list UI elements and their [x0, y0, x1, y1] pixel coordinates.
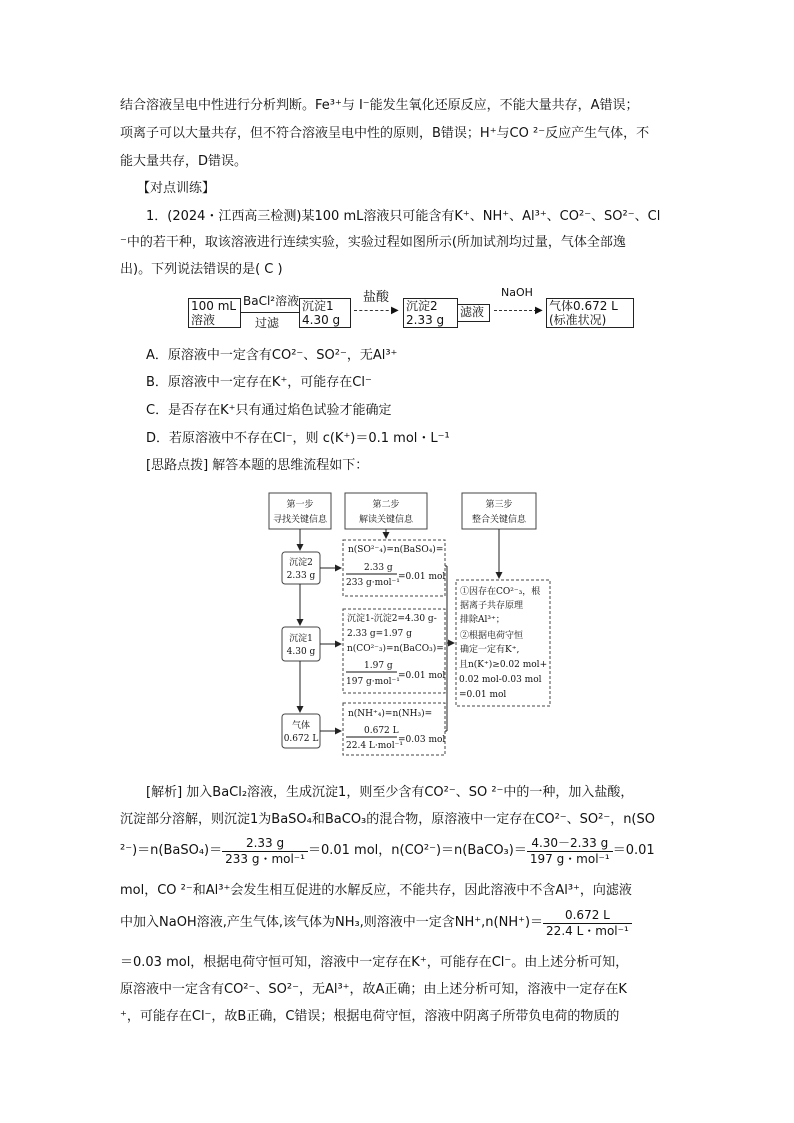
fraction-numerator: 0.672 L: [543, 908, 632, 924]
ppt1-label: 沉淀1: [289, 634, 313, 644]
ppt2-value: 2.33 g: [286, 571, 316, 581]
reagent-label: NaOH: [501, 286, 533, 299]
flow-box-ppt2: [403, 298, 458, 328]
analysis-line: ⁺，可能存在Cl⁻，故B正确，C错误；根据电荷守恒，溶液中阴离子所带负电荷的物质的: [120, 1009, 620, 1024]
step2-title: 第二步: [372, 500, 400, 510]
flow-text: 2.33 g: [406, 313, 445, 327]
text-line: 项离子可以大量共存，但不符合溶液呈电中性的原则，B错误；H⁺与CO ²⁻反应产生气体，不: [120, 126, 650, 141]
question-line: 1．(2024・江西高三检测)某100 mL溶液只可能含有K⁺、NH⁺、Al³⁺、CO²⁻、SO²⁻、Cl: [146, 209, 661, 224]
detail-text: 0.02 mol-0.03 mol: [459, 675, 542, 685]
detail-text: 1.97 g: [364, 661, 393, 671]
option-a: A．原溶液中一定含有CO²⁻、SO²⁻，无Al³⁺: [146, 348, 398, 363]
detail-text: =0.01 mol: [398, 671, 446, 681]
flow-arrow: [494, 310, 537, 311]
flow-text: 气体0.672 L: [549, 299, 618, 313]
flow-text: 溶液: [191, 313, 216, 327]
thinking-flow-diagram: [240, 488, 560, 760]
detail-text: n(SO²⁻₄)=n(BaSO₄)=: [348, 545, 444, 555]
step2-sub: 解读关键信息: [358, 515, 414, 525]
flow-arrow: [354, 310, 394, 311]
analysis-line: [解析] 加入BaCl₂溶液，生成沉淀1，则至少含有CO²⁻、SO ²⁻中的一种，加入盐酸，: [146, 785, 634, 800]
fraction: [527, 836, 613, 867]
gas-label: 气体: [291, 721, 311, 731]
flow-arrow: [241, 312, 299, 313]
step1-sub: 寻找关键信息: [272, 515, 328, 525]
fraction: [222, 836, 308, 867]
step1-title: 第一步: [286, 500, 314, 510]
detail-text: =0.01 mol: [398, 572, 446, 582]
detail-text: =0.03 mol: [398, 735, 446, 745]
flow-text: 滤液: [460, 305, 485, 319]
question-line: ⁻中的若干种，取该溶液进行连续实验，实验过程如图所示(所加试剂均过量，气体全部逸: [120, 235, 626, 250]
detail-text: n(CO²⁻₃)=n(BaCO₃)=: [347, 644, 444, 654]
ppt2-label: 沉淀2: [289, 558, 313, 568]
flow-text: 4.30 g: [302, 313, 341, 327]
text-line: 能大量共存，D错误。: [120, 154, 248, 169]
analysis-line: mol，CO ²⁻和Al³⁺会发生相互促进的水解反应，不能共存，因此溶液中不含Al³⁺，向滤液: [120, 883, 632, 898]
step-label: 过滤: [255, 316, 280, 330]
conclusion-box: [456, 580, 550, 706]
flow-text: 沉淀1: [302, 299, 334, 313]
fraction-denominator: 22.4 L・mol⁻¹: [546, 923, 629, 938]
detail-text: 确定一定有K⁺,: [460, 645, 520, 655]
flow-box-ppt1: [299, 298, 351, 328]
text-line: 结合溶液呈电中性进行分析判断。Fe³⁺与 I⁻能发生氧化还原反应，不能大量共存，A错误；: [120, 98, 639, 113]
analysis-text: 中加入NaOH溶液,产生气体,该气体为NH₃,则溶液中一定含NH⁺,n(NH⁺)＝: [120, 915, 544, 930]
detail-text: 0.672 L: [364, 726, 399, 736]
gas-value: 0.672 L: [283, 734, 319, 744]
detail-text: 据离子共存原理: [460, 601, 524, 611]
step3-sub: 整合关键信息: [471, 515, 527, 525]
section-heading: 【对点训练】: [137, 181, 216, 196]
fraction-denominator: 233 g・mol⁻¹: [225, 851, 305, 866]
analysis-line: 原溶液中一定含有CO²⁻、SO²⁻，无Al³⁺，故A正确；由上述分析可知，溶液中一定存在K: [120, 982, 627, 997]
ppt1-value: 4.30 g: [286, 647, 316, 657]
flow-text: 沉淀2: [406, 299, 438, 313]
flow-text: 100 mL: [191, 299, 237, 313]
fraction-numerator: 2.33 g: [222, 836, 308, 852]
fraction-numerator: 4.30－2.33 g: [527, 836, 613, 852]
option-c: C．是否存在K⁺只有通过焰色试验才能确定: [146, 403, 392, 418]
reagent-label: BaCl²溶液: [243, 294, 300, 308]
analysis-text: ＝0.01 mol，n(CO²⁻)＝n(BaCO₃)＝: [307, 843, 527, 858]
fraction-denominator: 197 g・mol⁻¹: [529, 851, 610, 866]
option-d: D．若原溶液中不存在Cl⁻，则 c(K⁺)＝0.1 mol・L⁻¹: [146, 431, 450, 446]
analysis-text: ＝0.01: [612, 843, 655, 858]
detail-text: ①因存在CO²⁻₃，根: [460, 587, 541, 597]
detail-text: 排除Al³⁺；: [460, 615, 505, 625]
detail-text: 233 g·mol⁻¹: [346, 578, 400, 588]
analysis-text: ²⁻)＝n(BaSO₄)＝: [120, 843, 223, 858]
step3-title: 第三步: [485, 500, 513, 510]
arrow-head-icon: ▶: [535, 305, 543, 316]
detail-text: 197 g·mol⁻¹: [346, 677, 400, 687]
flow-box-solution: [188, 298, 241, 328]
analysis-line: 沉淀部分溶解，则沉淀1为BaSO₄和BaCO₃的混合物，原溶液中一定存在CO²⁻、SO²⁻，n(SO: [120, 812, 655, 827]
experiment-flow: [188, 286, 670, 332]
fraction: [543, 908, 632, 939]
option-b: B．原溶液中一定存在K⁺，可能存在Cl⁻: [146, 375, 372, 390]
analysis-formula-line: [120, 834, 655, 868]
detail-text: 沉淀1-沉淀2=4.30 g-: [347, 614, 437, 624]
flow-text: (标准状况): [549, 313, 607, 327]
detail-text: n(NH⁺₄)=n(NH₃)=: [348, 709, 433, 719]
detail-text: ②根据电荷守恒: [460, 631, 524, 641]
flow-box-gas: [546, 298, 634, 328]
analysis-formula-line: [120, 906, 632, 940]
detail-text: 且n(K⁺)≥0.02 mol+: [459, 660, 548, 670]
reagent-label: 盐酸: [363, 290, 390, 305]
question-line: 出)。下列说法错误的是( C ): [120, 262, 283, 277]
detail-text: 2.33 g: [364, 563, 393, 573]
detail-text: 22.4 L·mol⁻¹: [346, 741, 403, 751]
detail-text: 2.33 g=1.97 g: [347, 629, 412, 639]
arrow-head-icon: ▶: [391, 305, 399, 316]
hint-line: [思路点拨] 解答本题的思维流程如下：: [146, 458, 369, 473]
analysis-line: ＝0.03 mol，根据电荷守恒可知，溶液中一定存在K⁺，可能存在Cl⁻。由上述分析可知，: [120, 955, 629, 970]
detail-text: =0.01 mol: [459, 690, 507, 700]
flow-box-filtrate: [458, 304, 490, 322]
